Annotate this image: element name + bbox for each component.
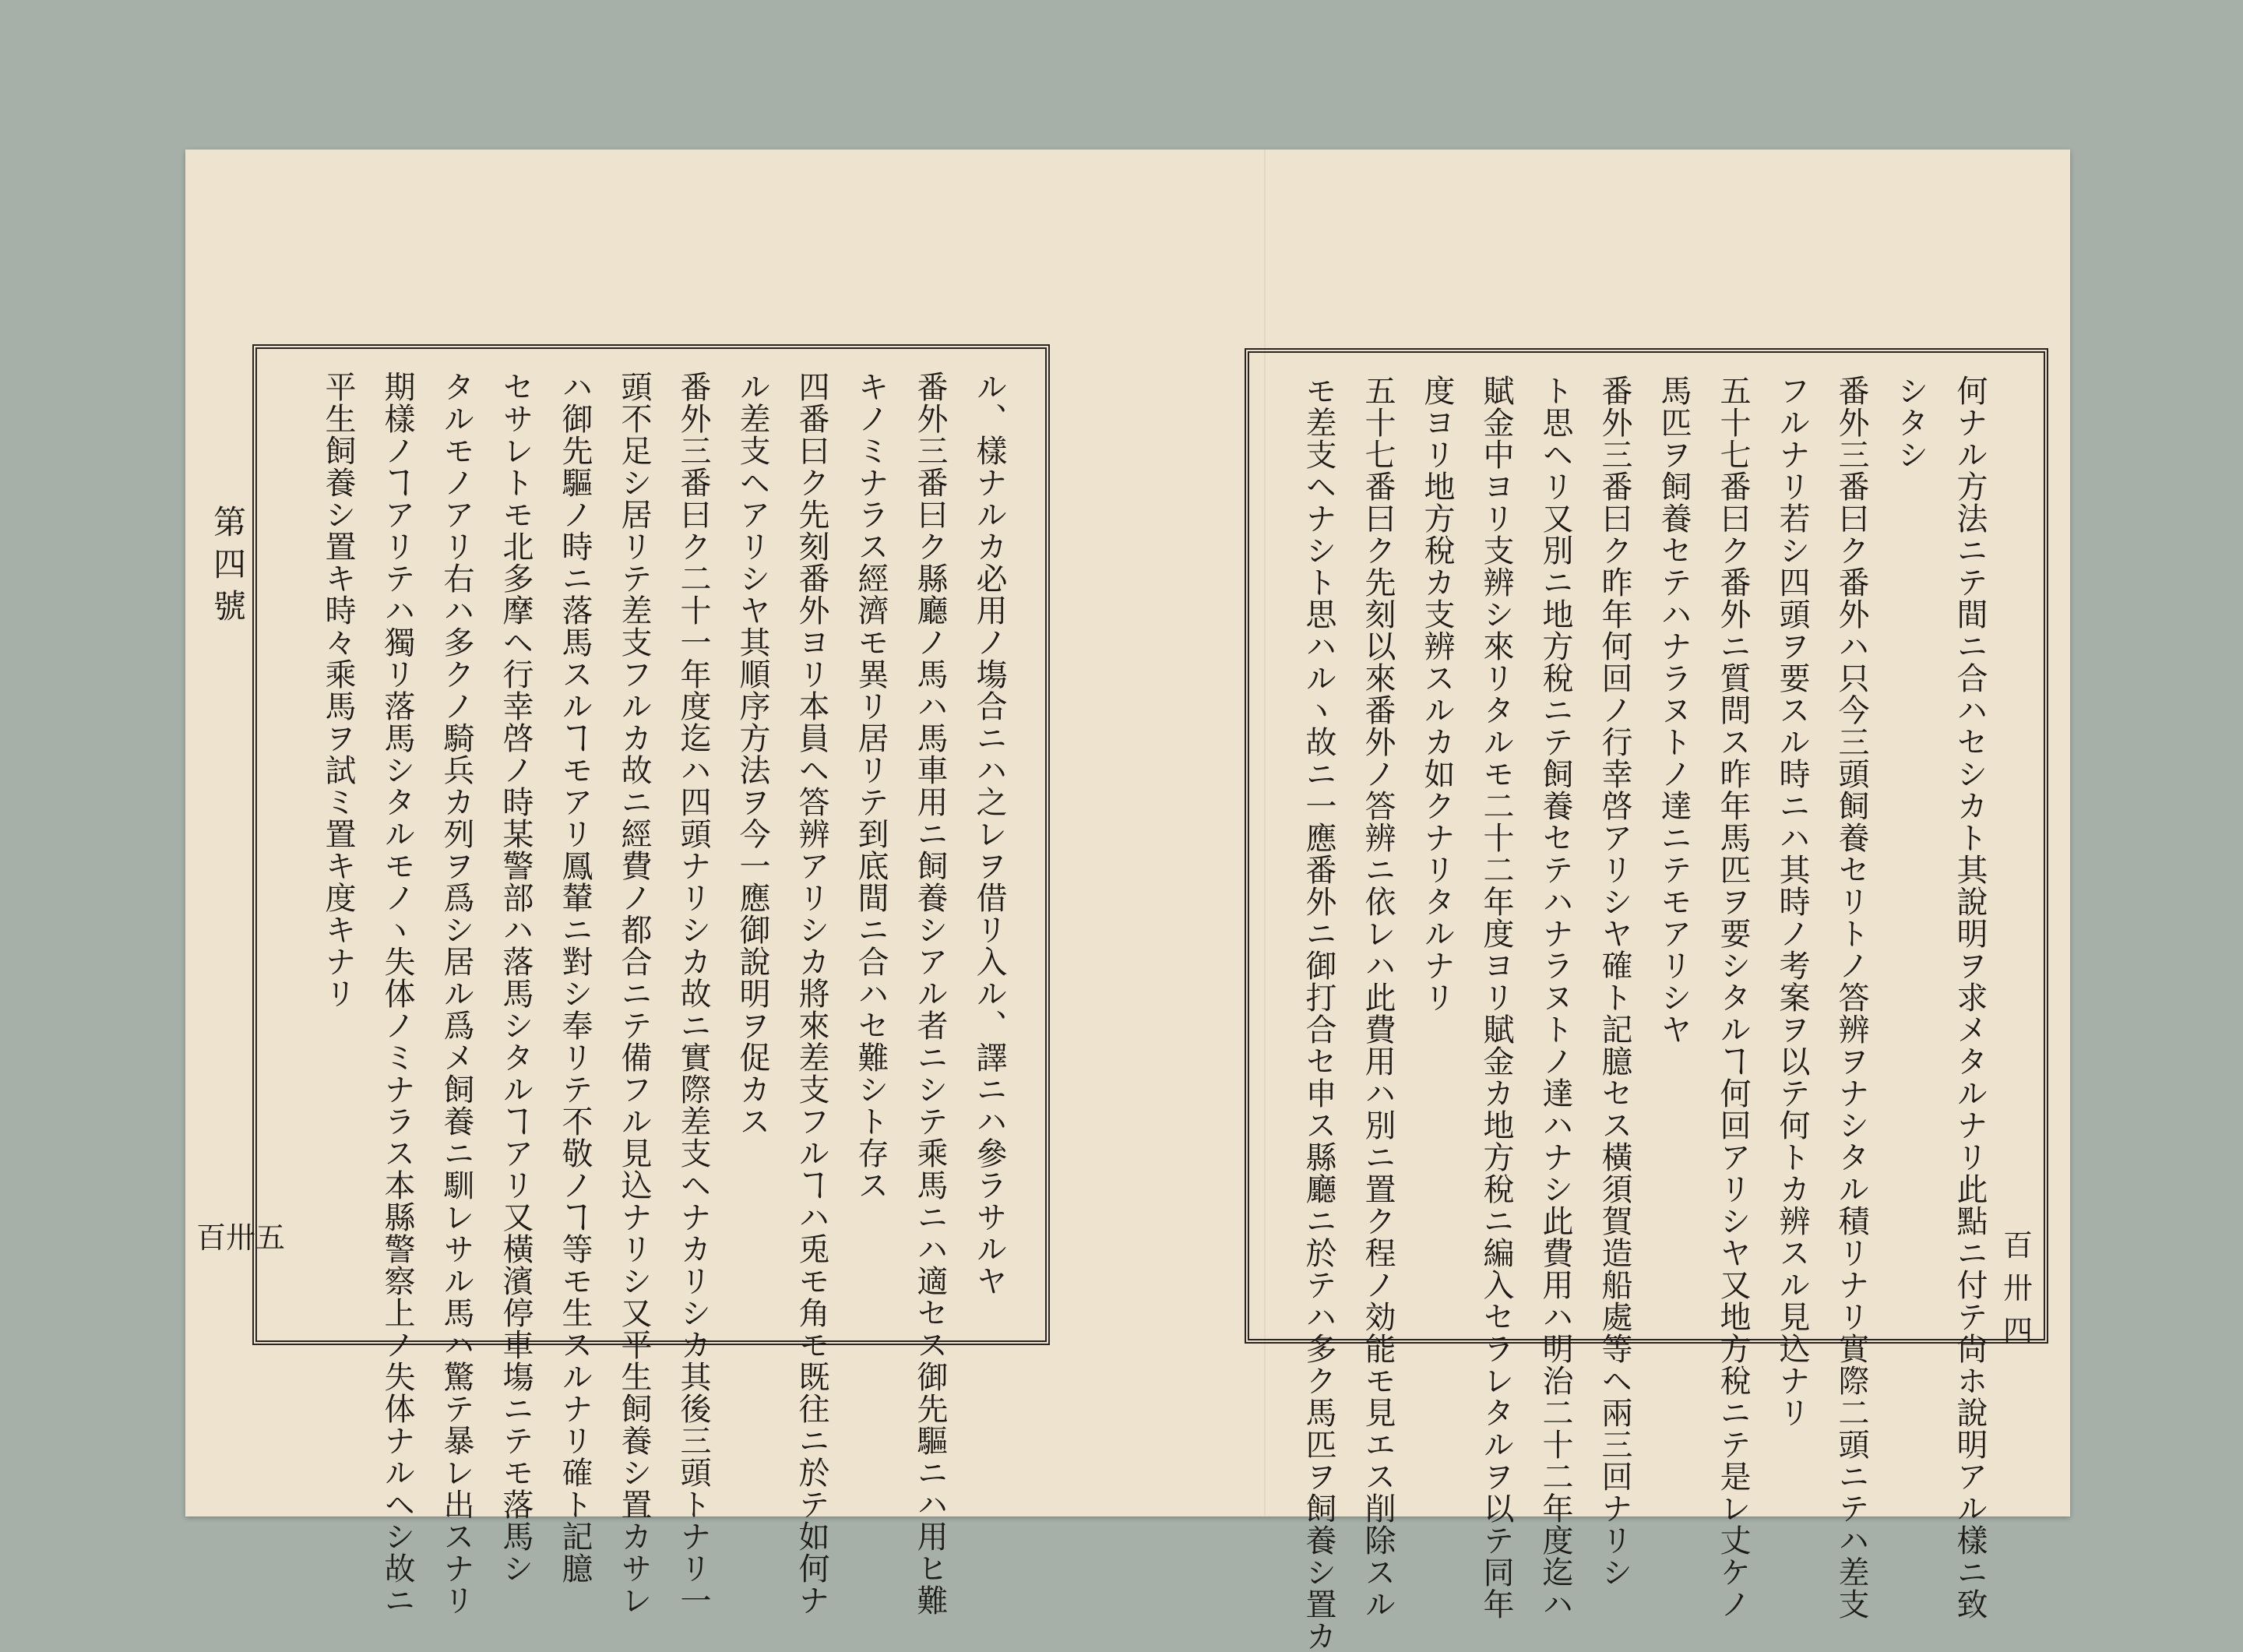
text-column: フルナリ若シ四頭ヲ要スル時ニハ其時ノ考案ヲ以テ何トカ辨スル見込ナリ [1774, 375, 1810, 1428]
document-sheet [185, 150, 2070, 1652]
text-column: 番外三番曰ク昨年何回ノ行幸啓アリシヤ確ト記臆セス橫須賀造船處等ヘ兩三回ナリシ [1597, 375, 1632, 1588]
text-column: 五十七番曰ク先刻以來番外ノ答辨ニ依レハ此費用ハ別ニ置ク程ノ効能モ見エス削除スル [1360, 375, 1396, 1620]
text-column: 番外三番曰ク二十一年度迄ハ四頭ナリシカ故ニ實際差支ヘナカリシカ其後三頭トナリ一 [675, 371, 711, 1616]
page-number: 百卅五 [196, 1221, 286, 1255]
text-column: キノミナラス經濟モ異リ居リテ到底間ニ合ハセ難シト存ス [853, 371, 889, 1201]
issue-title: 第四號 [209, 505, 247, 631]
text-column: タルモノアリ右ハ多クノ騎兵カ列ヲ爲シ居ル爲メ飼養ニ馴レサル馬ハ驚テ暴レ出スナリ [438, 371, 474, 1616]
text-column: 何ナル方法ニテ間ニ合ハセシカト其說明ヲ求メタルナリ此點ニ付テ尙ホ說明アル樣ニ致 [1952, 375, 1988, 1620]
text-column: シタシ [1893, 375, 1928, 470]
left-page-frame [196, 344, 1050, 1616]
text-column: 番外三番曰ク縣廳ノ馬ハ馬車用ニ飼養シアル者ニシテ乘馬ニハ適セス御先驅ニハ用ヒ難 [912, 371, 948, 1616]
text-column: ト思ヘリ又別ニ地方稅ニテ飼養セテハナラヌトノ達ハナシ此費用ハ明治二十二年度迄ハ [1537, 375, 1573, 1620]
text-column: 四番曰ク先刻番外ヨリ本員ヘ答辨アリシカ將來差支フルヿハ兎モ角モ既往ニ於テ如何ナ [794, 371, 829, 1616]
text-column: セサレトモ北多摩ヘ行幸啓ノ時某警部ハ落馬シタルヿアリ又橫濱停車塲ニテモ落馬シ [498, 371, 533, 1584]
text-column: 頭不足シ居リテ差支フルカ故ニ經費ノ都合ニテ備フル見込ナリシ又平生飼養シ置カサレ [616, 371, 652, 1616]
text-column: 賦金中ヨリ支辨シ來リタルモ二十二年度ヨリ賦金カ地方稅ニ編入セラレタルヲ以テ同年 [1478, 375, 1514, 1620]
right-page-frame [1245, 348, 2048, 1652]
text-column: 平生飼養シ置キ時々乘馬ヲ試ミ置キ度キナリ [320, 371, 356, 1009]
text-column: 馬匹ヲ飼養セテハナラヌトノ達ニテモアリシヤ [1656, 375, 1692, 1045]
text-column: ル、樣ナルカ必用ノ塲合ニハ之レヲ借リ入ル、譯ニハ參ラサルヤ [971, 371, 1007, 1297]
text-column: 番外三番曰ク番外ハ只今三頭飼養セリトノ答辨ヲナシタル積リナリ實際二頭ニテハ差支 [1833, 375, 1869, 1620]
text-column: ハ御先驅ノ時ニ落馬スルヿモアリ鳳輦ニ對シ奉リテ不敬ノヿ等モ生スルナリ確ト記臆 [557, 371, 593, 1584]
text-column: ル差支ヘアリシヤ其順序方法ヲ今一應御說明ヲ促カス [734, 371, 770, 1137]
text-column: 期樣ノヿアリテハ獨リ落馬シタルモノヽ失体ノミナラス本縣警察上ノ失体ナルヘシ故ニ [379, 371, 415, 1616]
text-column: 五十七番曰ク番外ニ質問ス昨年馬匹ヲ要シタルヿ何回アリシヤ又地方稅ニテ是レ丈ケノ [1715, 375, 1751, 1620]
text-column: 度ヨリ地方稅カ支辨スルカ如クナリタルナリ [1419, 375, 1455, 1013]
page-number: 百卅四 [2003, 1228, 2033, 1348]
text-column: モ差支ヘナシト思ハルヽ故ニ一應番外ニ御打合セ申ス縣廳ニ於テハ多ク馬匹ヲ飼養シ置カ [1301, 375, 1336, 1652]
